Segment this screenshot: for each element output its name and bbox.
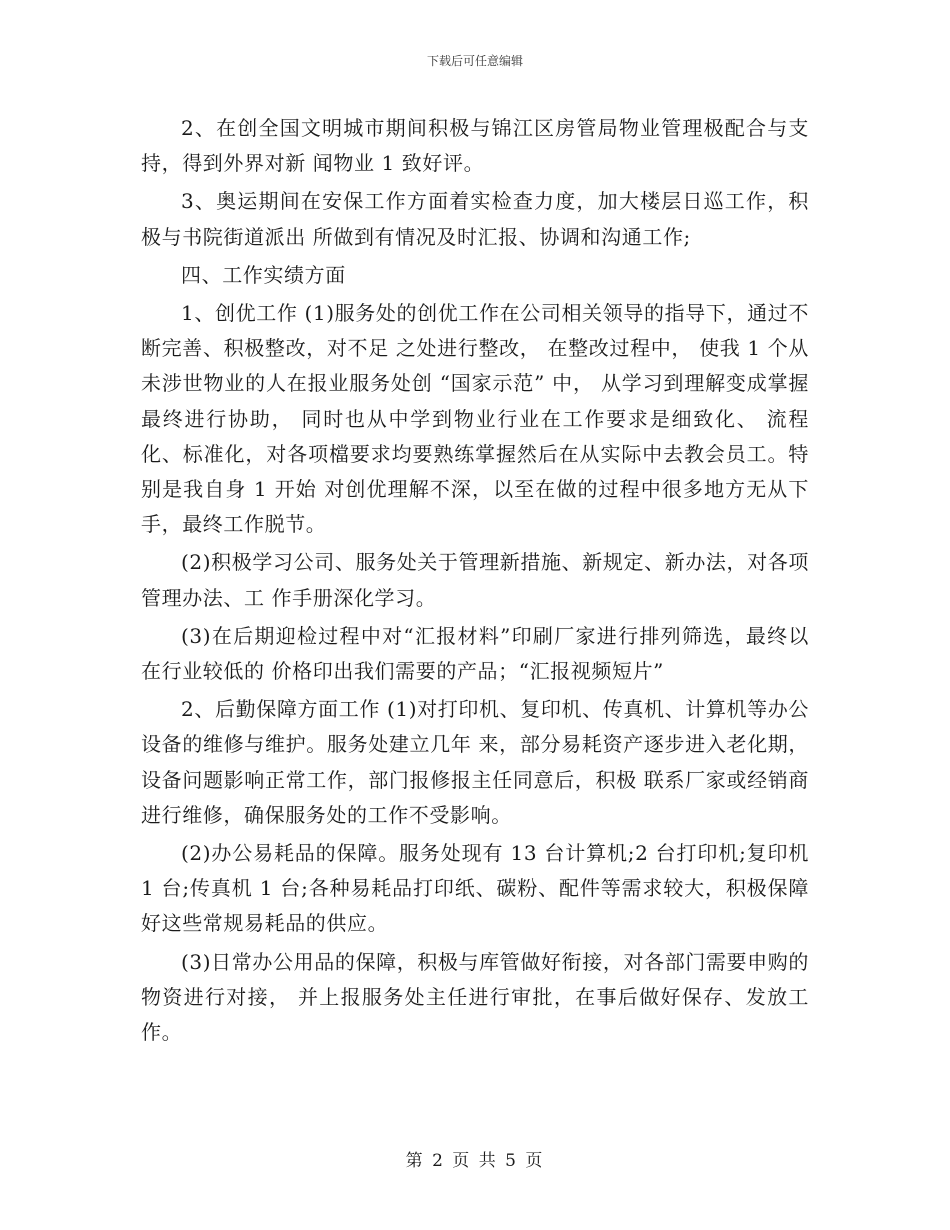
- section-heading-achievements: 四、工作实绩方面: [181, 262, 346, 287]
- paragraph-office-supplies: (3)日常办公用品的保障，积极与库管做好衔接，对各部门需要申购的物资进行对接， 并上报服务处主任进行审批，在事后做好保存、发放工作。: [141, 949, 809, 1045]
- paragraph-study-management: (2)积极学习公司、服务处关于管理新措施、新规定、新办法，对各项管理办法、工 作手册深化学习。: [141, 550, 809, 610]
- page-header: 下载后可任意编辑: [426, 54, 523, 68]
- paragraph-olympics-security: 3、奥运期间在安保工作方面着实检查力度，加大楼层日巡工作，积极与书院街道派出 所做到有情况及时汇报、协调和沟通工作;: [141, 189, 809, 249]
- paragraph-inspection-materials: (3)在后期迎检过程中对“汇报材料”印刷厂家进行排列筛选，最终以在行业较低的 价格印出我们需要的产品；“汇报视频短片”: [141, 623, 809, 684]
- page-number: 第 2 页 共 5 页: [405, 1151, 545, 1171]
- paragraph-logistics-maintenance: 2、后勤保障方面工作 (1)对打印机、复印机、传真机、计算机等办公设备的维修与维护。服务处建立几年 来，部分易耗资产逐步进入老化期，设备问题影响正常工作，部门报修报主任同意后，积极 联系厂家或经销商进行维修，确保服务处的工作不受影响。: [141, 697, 809, 827]
- document-body: [141, 111, 809, 1053]
- paragraph-consumables: (2)办公易耗品的保障。服务处现有 13 台计算机;2 台打印机;复印机 1 台;传真机 1 台;各种易耗品打印纸、碳粉、配件等需求较大，积极保障好这些常规易耗品的供应。: [141, 841, 809, 936]
- paragraph-civilized-city: 2、在创全国文明城市期间积极与锦江区房管局物业管理极配合与支持，得到外界对新 闻物业 1 致好评。: [141, 116, 809, 176]
- paragraph-excellence-work: 1、创优工作 (1)服务处的创优工作在公司相关领导的指导下，通过不断完善、积极整改，对不足 之处进行整改， 在整改过程中， 使我 1 个从未涉世物业的人在报业服务处创 “国家示范” 中， 从学习到理解变成掌握最终进行协助， 同时也从中学到物业行业在工作要求是细致化、 流程 化、标准化，对各项檔要求均要熟练掌握然后在从实际中去教会员工。特别是我自身 1 开始 对创优理解不深，以至在做的过程中很多地方无从下手，最终工作脱节。: [141, 301, 809, 537]
